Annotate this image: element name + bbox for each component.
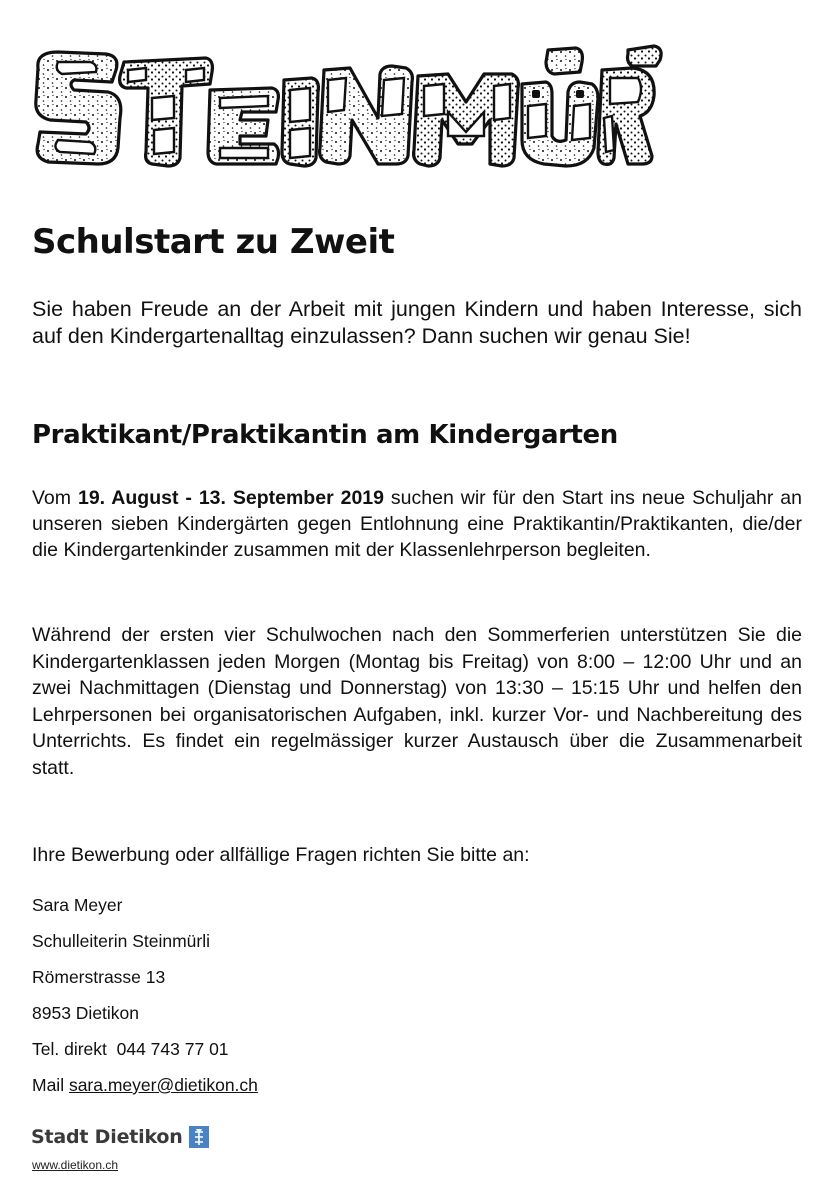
- phone-number: 044 743 77 01: [116, 1039, 229, 1059]
- period-suffix: suchen wir für den Start ins neue Schuljahr an unseren sieben Kindergärten gegen Entlohnung eine Praktikantin/Praktikanten, die/der die Kindergartenkinder zusammen mit der Klassenlehrperson begleiten.: [32, 487, 803, 561]
- contact-city: 8953 Dietikon: [32, 1003, 140, 1023]
- contact-phone-line: [32, 1037, 258, 1073]
- phone-label: Tel. direkt: [32, 1039, 117, 1059]
- period-prefix: Vom: [32, 487, 78, 509]
- contact-role: Schulleiterin Steinmürli: [32, 931, 210, 951]
- mail-label: Mail: [32, 1075, 69, 1095]
- period-dates: 19. August - 13. September 2019: [77, 487, 384, 509]
- page-title: Schulstart zu Zweit: [32, 222, 395, 262]
- application-paragraph: Ihre Bewerbung oder allfällige Fragen richten Sie bitte an:: [32, 844, 530, 866]
- contact-street: Römerstrasse 13: [32, 967, 166, 987]
- dietikon-coat-of-arms-icon: [189, 1126, 209, 1148]
- intro-paragraph: Sie haben Freude an der Arbeit mit jungen Kindern und haben Interesse, sich auf den Kindergartenalltag einzulassen? Dann suchen wir genau Sie!: [32, 297, 802, 348]
- contact-name: Sara Meyer: [32, 895, 123, 915]
- brand-name: Stadt Dietikon: [31, 1126, 183, 1148]
- job-title-heading: Praktikant/Praktikantin am Kindergarten: [32, 420, 618, 450]
- contact-block: [32, 893, 258, 1109]
- email-link[interactable]: sara.meyer@dietikon.ch: [68, 1075, 258, 1095]
- website-link[interactable]: www.dietikon.ch: [32, 1158, 119, 1172]
- duties-paragraph: Während der ersten vier Schulwochen nach den Sommerferien unterstützen Sie die Kindergartenklassen jeden Morgen (Montag bis Freitag) von 8:00 – 12:00 Uhr und an zwei Nachmittagen (Dienstag und Donnerstag) von 13:30 – 15:15 Uhr und helfen den Lehrpersonen bei organisatorischen Aufgaben, inkl. kurzer Vor- und Nachbereitung des Unterrichts. Es findet ein regelmässiger kurzer Austausch über die Zusammenarbeit statt.: [32, 624, 802, 779]
- steinmuerli-logo: [28, 40, 664, 172]
- period-paragraph: [32, 485, 802, 563]
- contact-mail-line: [32, 1073, 258, 1109]
- stadt-dietikon-brand: [31, 1126, 209, 1148]
